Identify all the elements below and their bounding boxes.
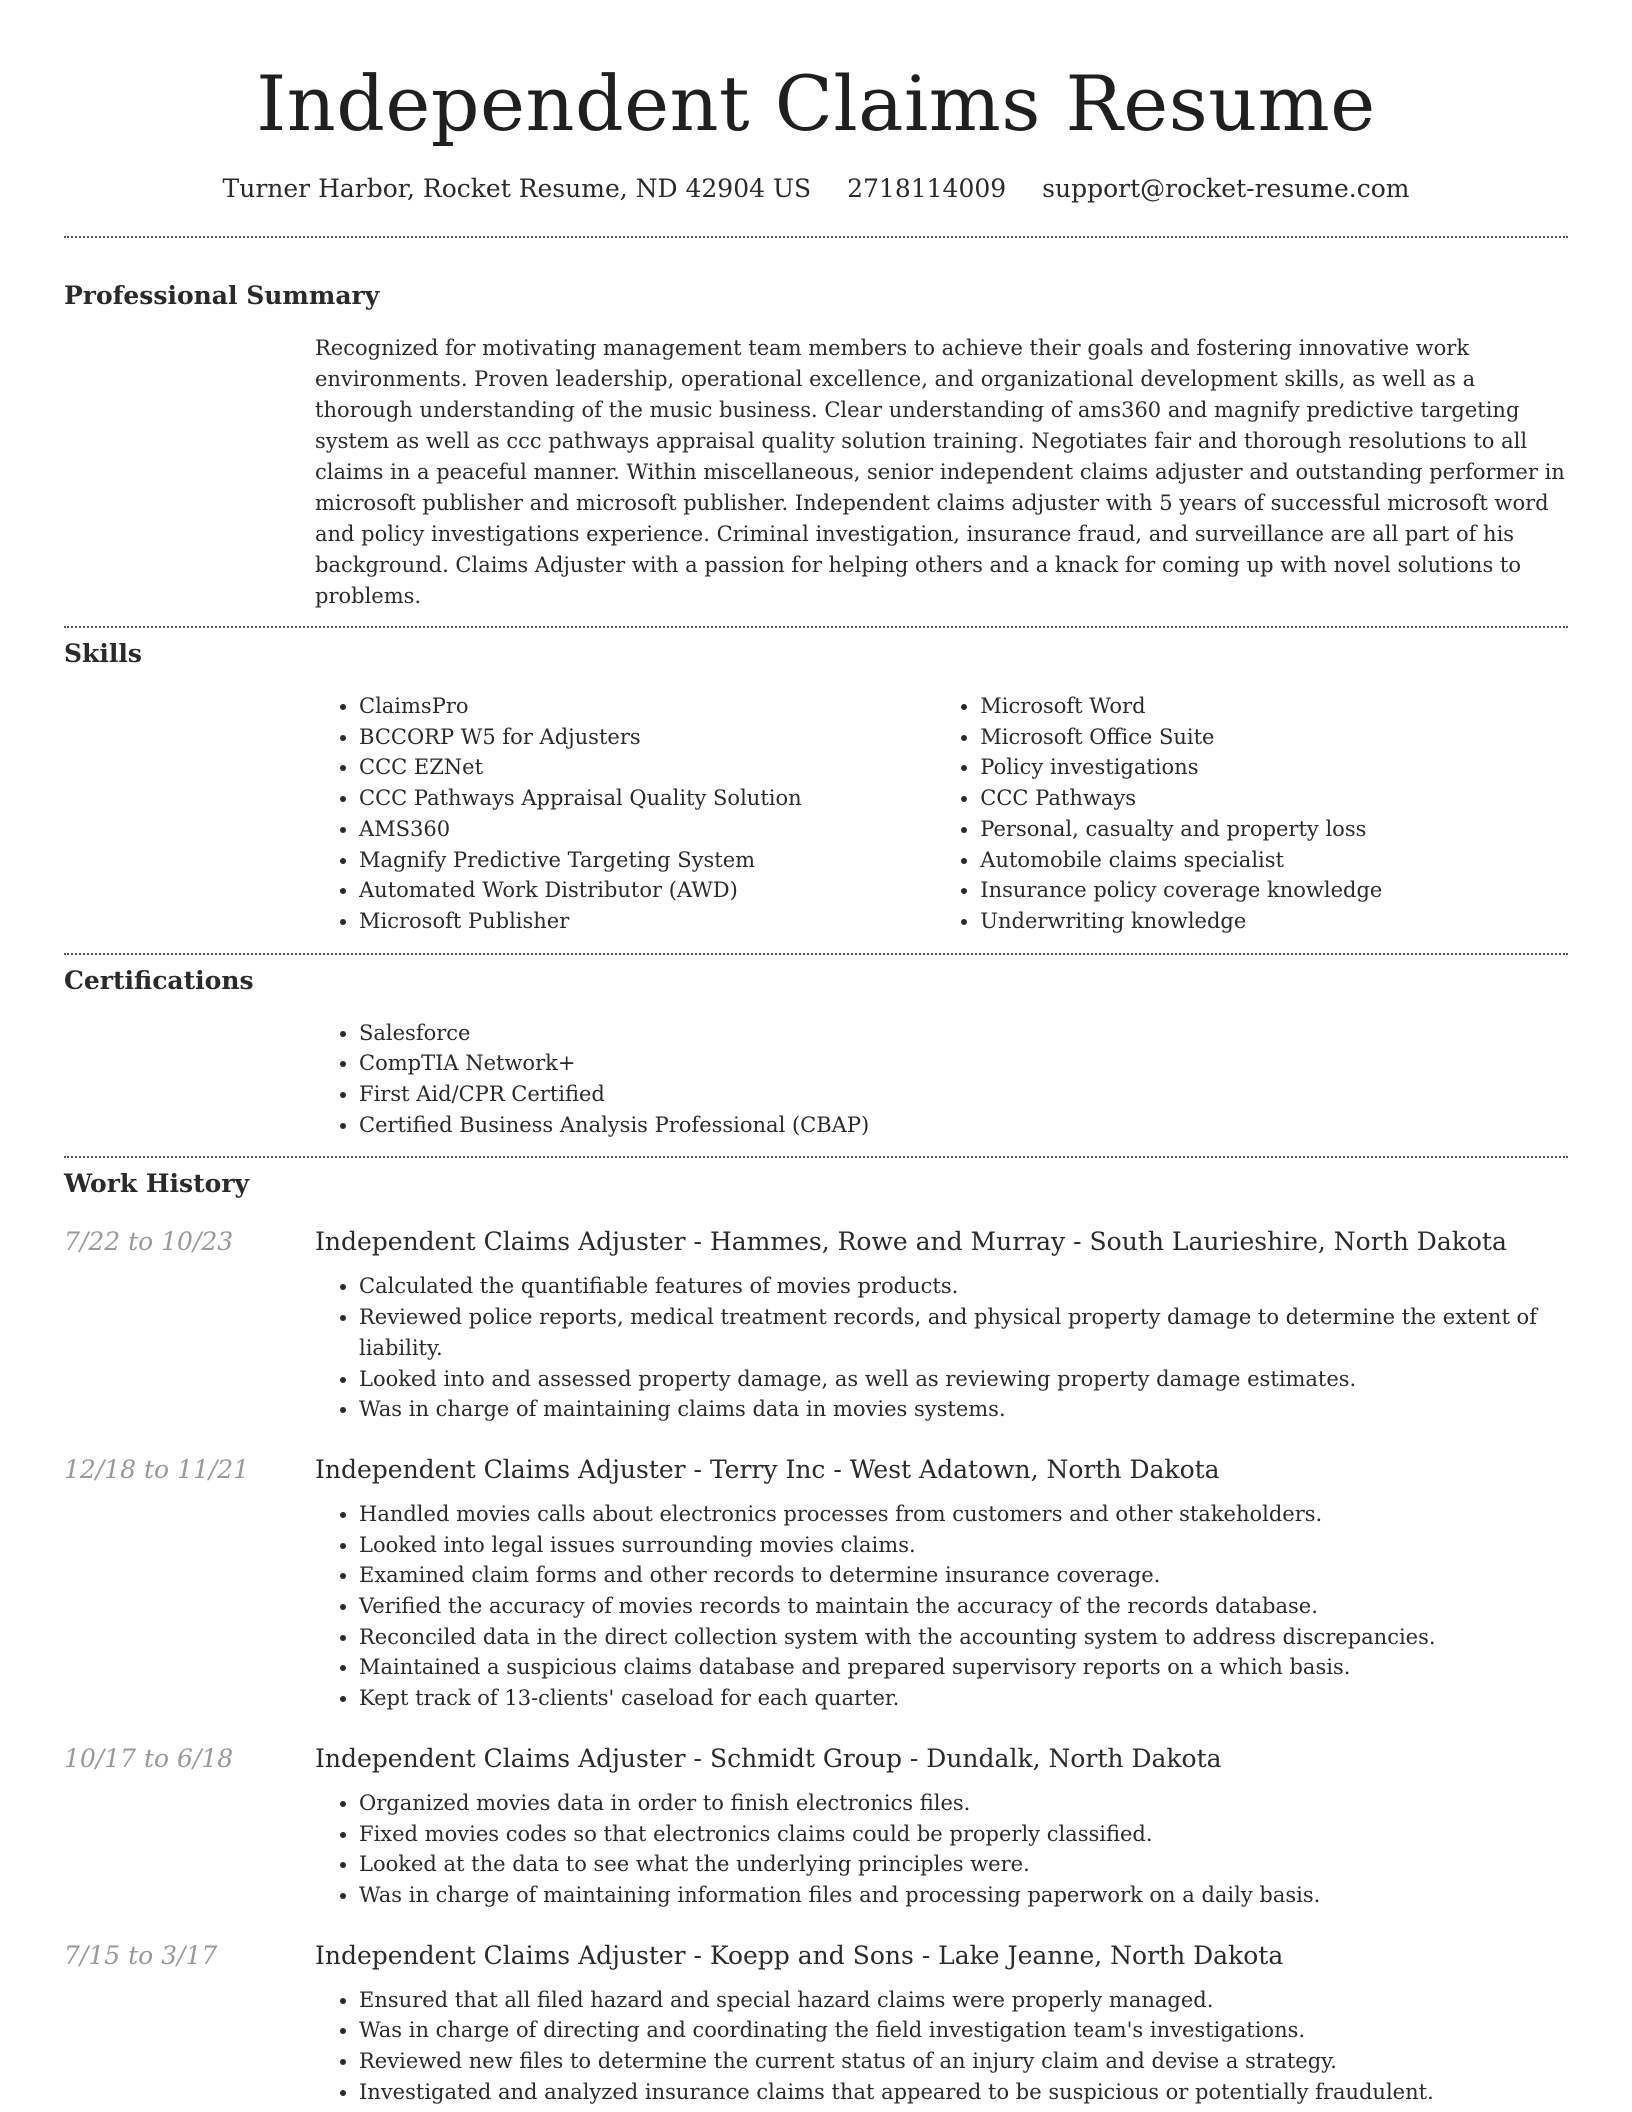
- skills-column-left: [315, 691, 918, 937]
- section-title-skills: Skills: [64, 639, 142, 668]
- job-bullet: • Fixed movies codes so that electronics claims could be properly classified.: [359, 1819, 1568, 1850]
- job-bullet: • Looked at the data to see what the underlying principles were.: [359, 1849, 1568, 1880]
- job-bullet: • Looked into legal issues surrounding movies claims.: [359, 1530, 1568, 1561]
- job-title: Independent Claims Adjuster - Terry Inc - West Adatown, North Dakota: [315, 1454, 1220, 1484]
- job-bullet: • Handled movies calls about electronics processes from customers and other stakeholders.: [359, 1499, 1568, 1530]
- job-bullet: • Was in charge of directing and coordinating the field investigation team's investigations.: [359, 2015, 1568, 2046]
- job-bullet: • Was in charge of maintaining information files and processing paperwork on a daily basis.: [359, 1880, 1568, 1911]
- job-title: Independent Claims Adjuster - Schmidt Group - Dundalk, North Dakota: [315, 1743, 1222, 1773]
- job-bullet: • Reviewed new files to determine the current status of an injury claim and devise a strategy.: [359, 2046, 1568, 2077]
- skill-item: • CCC Pathways Appraisal Quality Solution: [359, 783, 918, 814]
- skills-column-right: [936, 691, 1568, 937]
- skill-item: • Magnify Predictive Targeting System: [359, 845, 918, 876]
- skill-item: • Policy investigations: [980, 752, 1568, 783]
- job-bullet: • Maintained a suspicious claims database and prepared supervisory reports on a which basis.: [359, 1652, 1568, 1683]
- job-dates: 7/15 to 3/17: [64, 1940, 218, 1970]
- job-entry: [64, 1939, 1568, 2108]
- divider: [64, 953, 1568, 955]
- job-entry: [64, 1453, 1568, 1714]
- certification-item: • First Aid/CPR Certified: [359, 1079, 1568, 1110]
- skill-item: • Microsoft Word: [980, 691, 1568, 722]
- job-bullet: • Calculated the quantifiable features of movies products.: [359, 1271, 1568, 1302]
- skills-list: [315, 691, 1568, 937]
- skill-item: • CCC EZNet: [359, 752, 918, 783]
- section-title-certifications: Certifications: [64, 965, 254, 995]
- resume-title: Independent Claims Resume: [256, 59, 1376, 148]
- skill-item: • AMS360: [359, 814, 918, 845]
- contact-phone: 2718114009: [847, 174, 1007, 203]
- job-dates: 7/22 to 10/23: [64, 1227, 234, 1257]
- skill-item: • Personal, casualty and property loss: [980, 814, 1568, 845]
- divider: [64, 1156, 1568, 1158]
- certification-item: • CompTIA Network+: [359, 1048, 1568, 1079]
- job-title: Independent Claims Adjuster - Hammes, Rowe and Murray - South Laurieshire, North Dakota: [315, 1227, 1507, 1257]
- contact-line: [64, 172, 1568, 206]
- resume-page: [64, 0, 1568, 2108]
- divider: [64, 236, 1568, 238]
- skill-item: • Microsoft Office Suite: [980, 722, 1568, 753]
- section-title-summary: Professional Summary: [64, 281, 380, 310]
- skill-item: • Insurance policy coverage knowledge: [980, 875, 1568, 906]
- job-bullet: • Was in charge of maintaining claims data in movies systems.: [359, 1394, 1568, 1425]
- skill-item: • Microsoft Publisher: [359, 906, 918, 937]
- skill-item: • ClaimsPro: [359, 691, 918, 722]
- certifications-list: [315, 1018, 1568, 1141]
- skill-item: • Automated Work Distributor (AWD): [359, 875, 918, 906]
- skill-item: • BCCORP W5 for Adjusters: [359, 722, 918, 753]
- job-bullet: • Organized movies data in order to finish electronics files.: [359, 1788, 1568, 1819]
- job-bullet: • Reconciled data in the direct collection system with the accounting system to address discrepancies.: [359, 1622, 1568, 1653]
- job-entry: [64, 1225, 1568, 1425]
- contact-address: Turner Harbor, Rocket Resume, ND 42904 US: [222, 174, 812, 203]
- certification-item: • Salesforce: [359, 1018, 1568, 1049]
- certification-item: • Certified Business Analysis Professional (CBAP): [359, 1110, 1568, 1141]
- contact-email[interactable]: support@rocket-resume.com: [1042, 174, 1410, 203]
- job-bullet: • Reviewed police reports, medical treatment records, and physical property damage to determine the extent of liability.: [359, 1302, 1568, 1363]
- job-dates: 12/18 to 11/21: [64, 1454, 250, 1484]
- skill-item: • Underwriting knowledge: [980, 906, 1568, 937]
- job-bullet: • Verified the accuracy of movies records to maintain the accuracy of the records database.: [359, 1591, 1568, 1622]
- job-bullet: • Examined claim forms and other records to determine insurance coverage.: [359, 1560, 1568, 1591]
- skill-item: • CCC Pathways: [980, 783, 1568, 814]
- job-bullet: • Investigated and analyzed insurance claims that appeared to be suspicious or potentially fraudulent.: [359, 2077, 1568, 2108]
- job-title: Independent Claims Adjuster - Koepp and Sons - Lake Jeanne, North Dakota: [315, 1940, 1284, 1970]
- job-dates: 10/17 to 6/18: [64, 1743, 234, 1773]
- skill-item: • Automobile claims specialist: [980, 845, 1568, 876]
- job-bullet: • Ensured that all filed hazard and special hazard claims were properly managed.: [359, 1985, 1568, 2016]
- divider: [64, 626, 1568, 628]
- job-bullet: • Looked into and assessed property damage, as well as reviewing property damage estimates.: [359, 1364, 1568, 1395]
- job-bullet: • Kept track of 13-clients' caseload for each quarter.: [359, 1683, 1568, 1714]
- summary-text: Recognized for motivating management team members to achieve their goals and fostering innovative work environments. Proven leadership, operational excellence, and organizational development skills, as well as a thorough understanding of the music business. Clear understanding of ams360 and magnify predictive targeting system as well as ccc pathways appraisal quality solution training. Negotiates fair and thorough resolutions to all claims in a peaceful manner. Within miscellaneous, senior independent claims adjuster and outstanding performer in microsoft publisher and microsoft publisher. Independent claims adjuster with 5 years of successful microsoft word and policy investigations experience. Criminal investigation, insurance fraud, and surveillance are all part of his background. Claims Adjuster with a passion for helping others and a knack for coming up with novel solutions to problems.: [315, 336, 1565, 608]
- job-entry: [64, 1742, 1568, 1911]
- section-title-work-history: Work History: [64, 1169, 250, 1199]
